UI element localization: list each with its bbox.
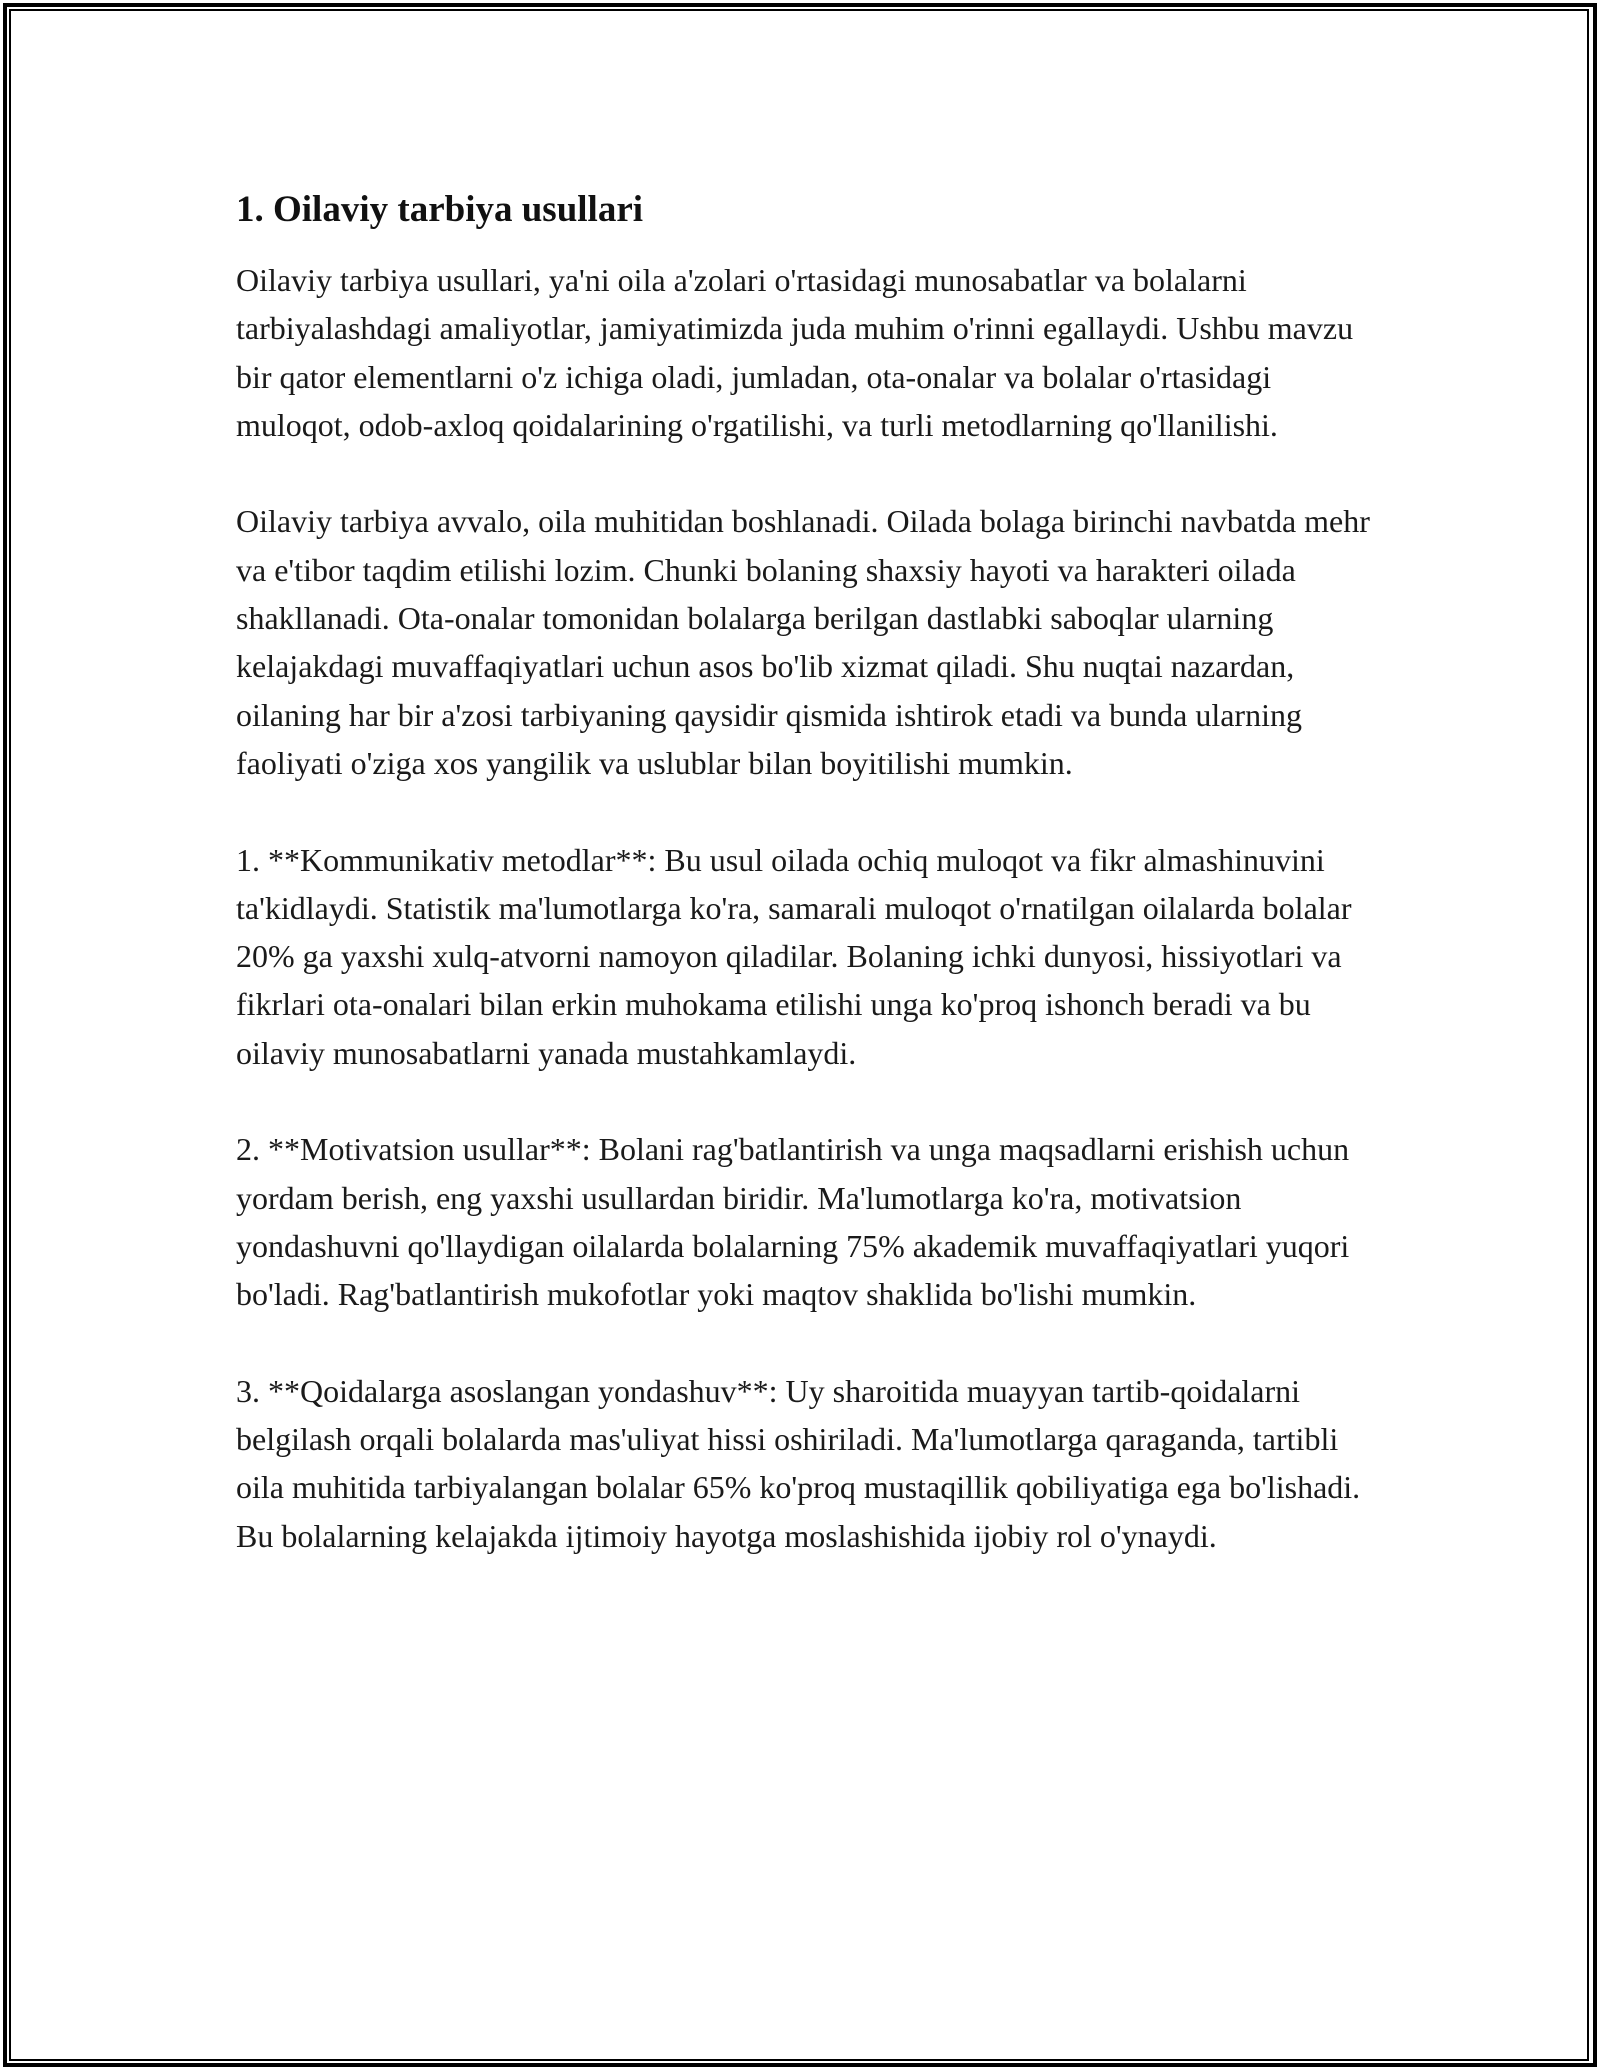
paragraph-motivational-methods: 2. **Motivatsion usullar**: Bolani rag'batlantirish va unga maqsadlarni erishish uchun yordam berish, eng yaxshi usullardan biridir. Ma'lumotlarga ko'ra, motivatsion yondashuvni qo'llaydigan oilalarda bolalarning 75% akademik muvaffaqiyatlari yuqori bo'ladi. Rag'batlantirish mukofotlar yoki maqtov shaklida bo'lishi mumkin. [236,1131,1350,1313]
document-body [236,186,1376,1560]
paragraph-communicative-methods: 1. **Kommunikativ metodlar**: Bu usul oilada ochiq muloqot va fikr almashinuvini ta'kidlaydi. Statistik ma'lumotlarga ko'ra, samarali muloqot o'rnatilgan oilalarda bolalar 20% ga yaxshi xulq-atvorni namoyon qiladilar. Bolaning ichki dunyosi, hissiyotlari va fikrlari ota-onalari bilan erkin muhokama etilishi unga ko'proq ishonch beradi va bu oilaviy munosabatlarni yanada mustahkamlaydi. [236,841,1352,1071]
paragraph-rule-based-approach: 3. **Qoidalarga asoslangan yondashuv**: Uy sharoitida muayyan tartib-qoidalarni belgilash orqali bolalarda mas'uliyat hissi oshiriladi. Ma'lumotlarga qaraganda, tartibli oila muhitida tarbiyalangan bolalar 65% ko'proq mustaqillik qobiliyatiga ega bo'lishadi. Bu bolalarning kelajakda ijtimoiy hayotga moslashishida ijobiy rol o'ynaydi. [236,1372,1361,1554]
paragraph-intro: Oilaviy tarbiya usullari, ya'ni oila a'zolari o'rtasidagi munosabatlar va bolalarni tarbiyalashdagi amaliyotlar, jamiyatimizda juda muhim o'rinni egallaydi. Ushbu mavzu bir qator elementlarni o'z ichiga oladi, jumladan, ota-onalar va bolalar o'rtasidagi muloqot, odob-axloq qoidalarining o'rgatilishi, va turli metodlarning qo'llanilishi. [236,262,1354,443]
section-heading: 1. Oilaviy tarbiya usullari [236,189,644,230]
paragraph-family-environment: Oilaviy tarbiya avvalo, oila muhitidan boshlanadi. Oilada bolaga birinchi navbatda mehr va e'tibor taqdim etilishi lozim. Chunki bolaning shaxsiy hayoti va harakteri oilada shakllanadi. Ota-onalar tomonidan bolalarga berilgan dastlabki saboqlar ularning kelajakdagi muvaffaqiyatlari uchun asos bo'lib xizmat qiladi. Shu nuqtai nazardan, oilaning har bir a'zosi tarbiyaning qaysidir qismida ishtirok etadi va bunda ularning faoliyati o'ziga xos yangilik va uslublar bilan boyitilishi mumkin. [236,503,1370,781]
